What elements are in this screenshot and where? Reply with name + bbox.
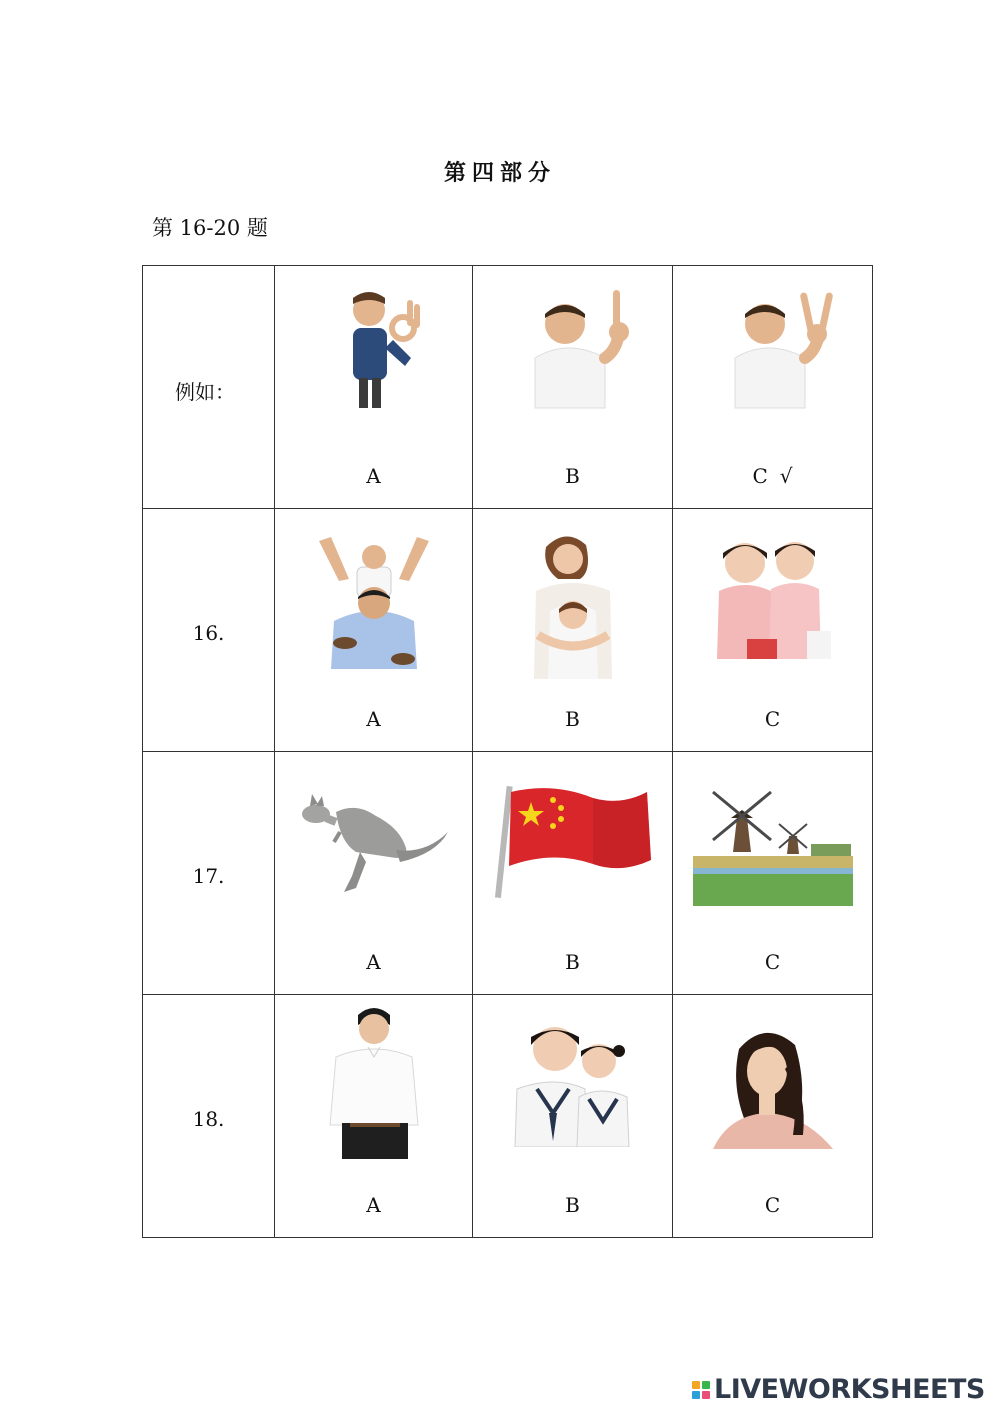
- option-letter: B: [565, 707, 580, 731]
- option-letter: A: [366, 950, 381, 974]
- row-label: 例如：: [175, 380, 235, 404]
- option-cell[interactable]: [473, 266, 673, 509]
- option-cell[interactable]: [473, 509, 673, 752]
- question-range: 第 16-20 题: [152, 216, 268, 240]
- option-cell[interactable]: [275, 995, 473, 1238]
- logo-text: LIVEWORKSHEETS: [714, 1374, 985, 1405]
- row-label: 18.: [192, 1107, 225, 1131]
- option-letter: A: [366, 1193, 381, 1217]
- table-row: [143, 509, 873, 752]
- option-cell[interactable]: [473, 995, 673, 1238]
- man-one-finger-gesture-image: [513, 288, 633, 413]
- row-label-cell: [143, 995, 275, 1238]
- option-cell[interactable]: [275, 752, 473, 995]
- option-cell[interactable]: [275, 266, 473, 509]
- option-letter: B: [565, 464, 580, 488]
- option-letter: A: [366, 707, 381, 731]
- row-label: 17.: [192, 864, 225, 888]
- table-row: [143, 266, 873, 509]
- option-letter: B: [565, 1193, 580, 1217]
- man-ok-hand-gesture-image: [319, 288, 429, 418]
- option-letter: C √: [752, 464, 793, 488]
- row-label-cell: [143, 509, 275, 752]
- man-two-finger-gesture-image: [713, 288, 833, 413]
- option-cell[interactable]: [673, 509, 873, 752]
- option-cell[interactable]: [673, 995, 873, 1238]
- option-cell[interactable]: [473, 752, 673, 995]
- row-label: 16.: [192, 621, 225, 645]
- kangaroo-image: [296, 792, 452, 896]
- section-title: 第四部分: [443, 161, 556, 186]
- table-row: [143, 995, 873, 1238]
- option-letter: C: [764, 707, 781, 731]
- option-cell[interactable]: [673, 752, 873, 995]
- row-label-cell: [143, 752, 275, 995]
- windmills-image: [693, 778, 853, 906]
- two-little-girls-image: [711, 531, 835, 661]
- liveworksheets-logo: [692, 1374, 985, 1405]
- option-cell[interactable]: [673, 266, 873, 509]
- option-letter: C: [764, 1193, 781, 1217]
- answer-check-mark: √: [779, 464, 793, 488]
- chinese-flag-image: [493, 780, 653, 900]
- mother-and-daughter-image: [528, 531, 618, 681]
- option-letter: C: [764, 950, 781, 974]
- option-cell[interactable]: [275, 509, 473, 752]
- young-man-white-shirt-image: [324, 1005, 424, 1159]
- option-letter: B: [565, 950, 580, 974]
- young-woman-portrait-image: [709, 1025, 837, 1149]
- table-row: [143, 752, 873, 995]
- logo-grid-icon: [692, 1381, 710, 1399]
- row-label-cell: [143, 266, 275, 509]
- question-table: [142, 265, 873, 1238]
- two-children-sailor-uniform-image: [513, 1017, 633, 1147]
- father-child-on-shoulders-image: [309, 531, 439, 671]
- option-letter: A: [366, 464, 381, 488]
